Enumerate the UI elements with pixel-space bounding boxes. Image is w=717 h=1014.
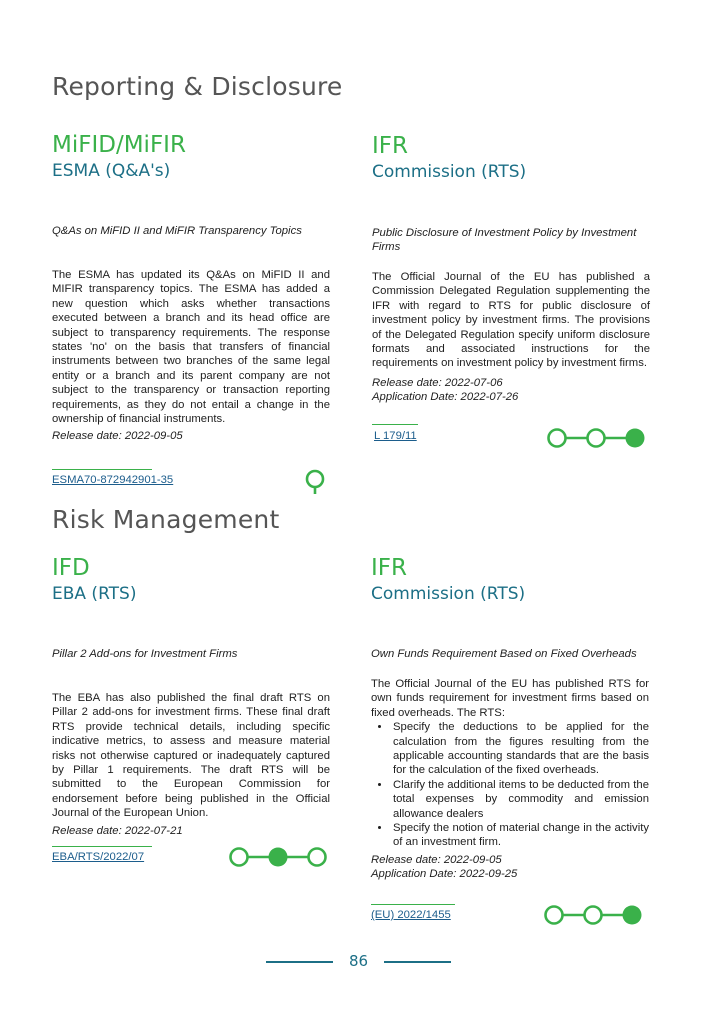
regulation-name: MiFID/MiFIR bbox=[52, 132, 186, 158]
location-pin-icon bbox=[302, 468, 328, 496]
regulatory-body: ESMA (Q&A's) bbox=[52, 161, 171, 181]
article-ifd bbox=[52, 555, 330, 605]
regulatory-body: Commission (RTS) bbox=[371, 584, 526, 604]
article-ifr-overheads-content bbox=[371, 647, 649, 882]
article-mifid-content bbox=[52, 224, 330, 444]
footer-line-left bbox=[266, 961, 333, 963]
release-date: Release date: 2022-07-21 bbox=[52, 824, 183, 837]
reference-divider bbox=[371, 904, 455, 905]
list-item: • Specify the notion of material change in the activity of an investment firm. bbox=[391, 821, 649, 850]
article-mifid bbox=[52, 132, 330, 182]
list-item: • Clarify the additional items to be deducted from the total expenses by commodity and emission allowance dealers bbox=[391, 778, 649, 821]
application-date: Application Date: 2022-07-26 bbox=[372, 391, 519, 404]
article-ifr-disclosure-content bbox=[372, 226, 650, 405]
reference-divider bbox=[52, 846, 152, 847]
article-ifr-overheads bbox=[371, 555, 649, 605]
regulation-name: IFR bbox=[371, 555, 407, 581]
release-date: Release date: 2022-09-05 bbox=[52, 430, 183, 443]
regulation-name: IFR bbox=[372, 133, 408, 159]
timeline-progress-icon bbox=[543, 904, 645, 926]
article-text: The Official Journal of the EU has published RTS for own funds requirement for investment firms based on fixed overheads. The RTS: bbox=[371, 678, 649, 719]
article-topic: Pillar 2 Add-ons for Investment Firms bbox=[52, 648, 238, 660]
application-date: Application Date: 2022-09-25 bbox=[371, 868, 518, 881]
page-number: 86 bbox=[348, 952, 369, 970]
section-title-reporting: Reporting & Disclosure bbox=[52, 72, 343, 101]
regulatory-body: EBA (RTS) bbox=[52, 584, 137, 604]
reference-link[interactable]: L 179/11 bbox=[374, 430, 417, 442]
reference-link[interactable]: ESMA70-872942901-35 bbox=[52, 474, 174, 486]
footer-line-right bbox=[384, 961, 451, 963]
timeline-progress-icon bbox=[546, 427, 648, 449]
article-bullet-list bbox=[371, 720, 649, 850]
section-title-risk: Risk Management bbox=[52, 505, 280, 534]
reference-link[interactable]: EBA/RTS/2022/07 bbox=[52, 851, 145, 863]
reference-divider bbox=[52, 469, 152, 470]
article-text: The Official Journal of the EU has published a Commission Delegated Regulation supplementing the IFR with regard to RTS for public disclosure of investment policy by investment firms. The provisions of the Delegated Regulation specify uniform disclosure formats and associated instructions for the requirements on investment policy by investment firms. bbox=[372, 271, 650, 370]
release-date: Release date: 2022-07-06 bbox=[372, 376, 503, 389]
article-topic: Own Funds Requirement Based on Fixed Overheads bbox=[371, 648, 637, 660]
article-ifr-disclosure bbox=[372, 133, 650, 183]
list-item: • Specify the deductions to be applied for the calculation from the figures resulting from the applicable accounting standards that are the basis for the calculation of the fixed overheads. bbox=[391, 720, 649, 778]
article-text: The EBA has also published the final draft RTS on Pillar 2 add-ons for investment firms. These final draft RTS provide technical details, including specific indicative metrics, to assess and measure material risks not otherwise captured or inadequately captured by Pillar 1 requirements. The draft RTS will be submitted to the European Commission for endorsement before being published in the Official Journal of the European Union. bbox=[52, 692, 330, 820]
article-text: The ESMA has updated its Q&As on MiFID II and MIFIR transparency topics. The ESMA has added a new question which asks whether transactions executed between a branch and its head office are subject to transparency requirements. The response states 'no' on the basis that transfers of financial instruments between two branches of the same legal entity or a branch and its parent company are not subject to the transparency or transaction reporting requirements, as they do not entail a change in the ownership of financial instruments. bbox=[52, 269, 330, 426]
article-ifd-content bbox=[52, 647, 330, 838]
regulatory-body: Commission (RTS) bbox=[372, 162, 527, 182]
timeline-progress-icon bbox=[228, 846, 330, 868]
regulation-name: IFD bbox=[52, 555, 90, 581]
article-text-block bbox=[371, 677, 649, 850]
article-topic: Public Disclosure of Investment Policy by Investment Firms bbox=[372, 227, 637, 253]
reference-link[interactable]: (EU) 2022/1455 bbox=[371, 909, 451, 921]
release-date: Release date: 2022-09-05 bbox=[371, 853, 502, 866]
reference-divider bbox=[372, 424, 418, 425]
article-topic: Q&As on MiFID II and MiFIR Transparency Topics bbox=[52, 225, 302, 237]
